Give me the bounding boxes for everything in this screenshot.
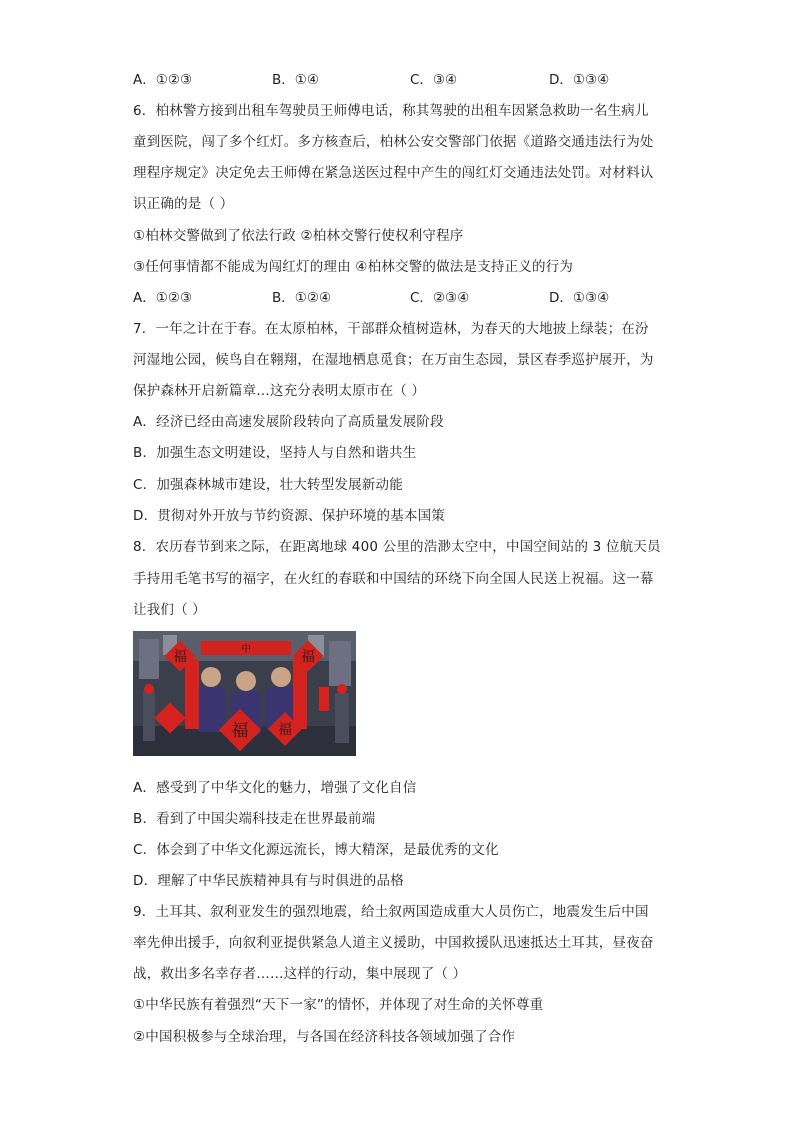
q8-stem-line-1: 8．农历春节到来之际，在距离地球 400 公里的浩渺太空中，中国空间站的 3 位航天员 <box>133 539 661 555</box>
svg-text:福: 福 <box>278 722 292 738</box>
q6-option-b[interactable]: B．①②④ <box>272 290 332 306</box>
q6-options <box>133 286 693 306</box>
q8-option-c[interactable]: C．体会到了中华文化源远流长，博大精深，是最优秀的文化 <box>133 842 499 858</box>
q7-option-d[interactable]: D．贯彻对外开放与节约资源、保护环境的基本国策 <box>133 508 445 524</box>
q9-stem-line-1: 9．土耳其、叙利亚发生的强烈地震，给土叙两国造成重大人员伤亡，地震发生后中国 <box>133 904 649 920</box>
q9-statement-1: ①中华民族有着强烈“天下一家”的情怀，并体现了对生命的关怀尊重 <box>133 997 544 1013</box>
q6-stem-line-1: 6．柏林警方接到出租车驾驶员王师傅电话，称其驾驶的出租车因紧急救助一名生病儿 <box>133 103 649 119</box>
q5-option-b[interactable]: B．①④ <box>272 72 319 88</box>
q6-stem-line-4: 识正确的是（ ） <box>133 196 234 212</box>
q6-option-d[interactable]: D．①③④ <box>549 290 610 306</box>
astronauts-new-year-photo <box>133 631 356 756</box>
q6-stem-line-3: 理程序规定》决定免去王师傅在紧急送医过程中产生的闯红灯交通违法处罚。对材料认 <box>133 165 654 181</box>
banner-text: 中 <box>241 644 251 655</box>
q8-option-a[interactable]: A．感受到了中华文化的魅力，增强了文化自信 <box>133 780 417 796</box>
q8-stem-line-2: 手持用毛笔书写的福字，在火红的春联和中国结的环绕下向全国人民送上祝福。这一幕 <box>133 571 654 587</box>
q5-options <box>133 68 693 88</box>
svg-text:福: 福 <box>301 649 315 665</box>
q7-option-c[interactable]: C．加强森林城市建设，壮大转型发展新动能 <box>133 477 403 493</box>
q6-stem-line-2: 童到医院，闯了多个红灯。多方核查后，柏林公安交警部门依据《道路交通违法行为处 <box>133 134 654 150</box>
q8-option-b[interactable]: B．看到了中国尖端科技走在世界最前端 <box>133 811 376 827</box>
q5-option-a[interactable]: A．①②③ <box>133 72 193 88</box>
q9-stem-line-3: 战，救出多名幸存者……这样的行动，集中展现了（ ） <box>133 966 467 982</box>
q6-statement-3-4: ③任何事情都不能成为闯红灯的理由 ④柏林交警的做法是支持正义的行为 <box>133 259 574 275</box>
q5-option-d[interactable]: D．①③④ <box>549 72 610 88</box>
couplet-left <box>185 659 199 729</box>
q8-stem-line-3: 让我们（ ） <box>133 602 206 618</box>
q6-option-c[interactable]: C．②③④ <box>410 290 470 306</box>
q7-stem-line-3: 保护森林开启新篇章…这充分表明太原市在（ ） <box>133 383 426 399</box>
q8-option-d[interactable]: D．理解了中华民族精神具有与时俱进的品格 <box>133 873 404 889</box>
photo-illustration <box>133 631 356 756</box>
q7-option-a[interactable]: A．经济已经由高速发展阶段转向了高质量发展阶段 <box>133 414 444 430</box>
q9-statement-2: ②中国积极参与全球治理，与各国在经济科技各领域加强了合作 <box>133 1029 516 1045</box>
svg-text:福: 福 <box>231 721 249 741</box>
q7-stem-line-1: 7．一年之计在于春。在太原柏林，干部群众植树造林，为春天的大地披上绿装；在汾 <box>133 321 649 337</box>
couplet-right <box>293 659 307 729</box>
q9-stem-line-2: 率先伸出援手，向叙利亚提供紧急人道主义援助，中国救援队迅速抵达土耳其，昼夜奋 <box>133 935 654 951</box>
svg-text:福: 福 <box>173 649 187 665</box>
q6-option-a[interactable]: A．①②③ <box>133 290 193 306</box>
q5-option-c[interactable]: C．③④ <box>410 72 458 88</box>
q7-option-b[interactable]: B．加强生态文明建设，坚持人与自然和谐共生 <box>133 445 417 461</box>
q7-stem-line-2: 河湿地公园，候鸟自在翱翔，在湿地栖息觅食；在万亩生态园，景区春季巡护展开，为 <box>133 352 654 368</box>
q6-statement-1-2: ①柏林交警做到了依法行政 ②柏林交警行使权利守程序 <box>133 228 464 244</box>
